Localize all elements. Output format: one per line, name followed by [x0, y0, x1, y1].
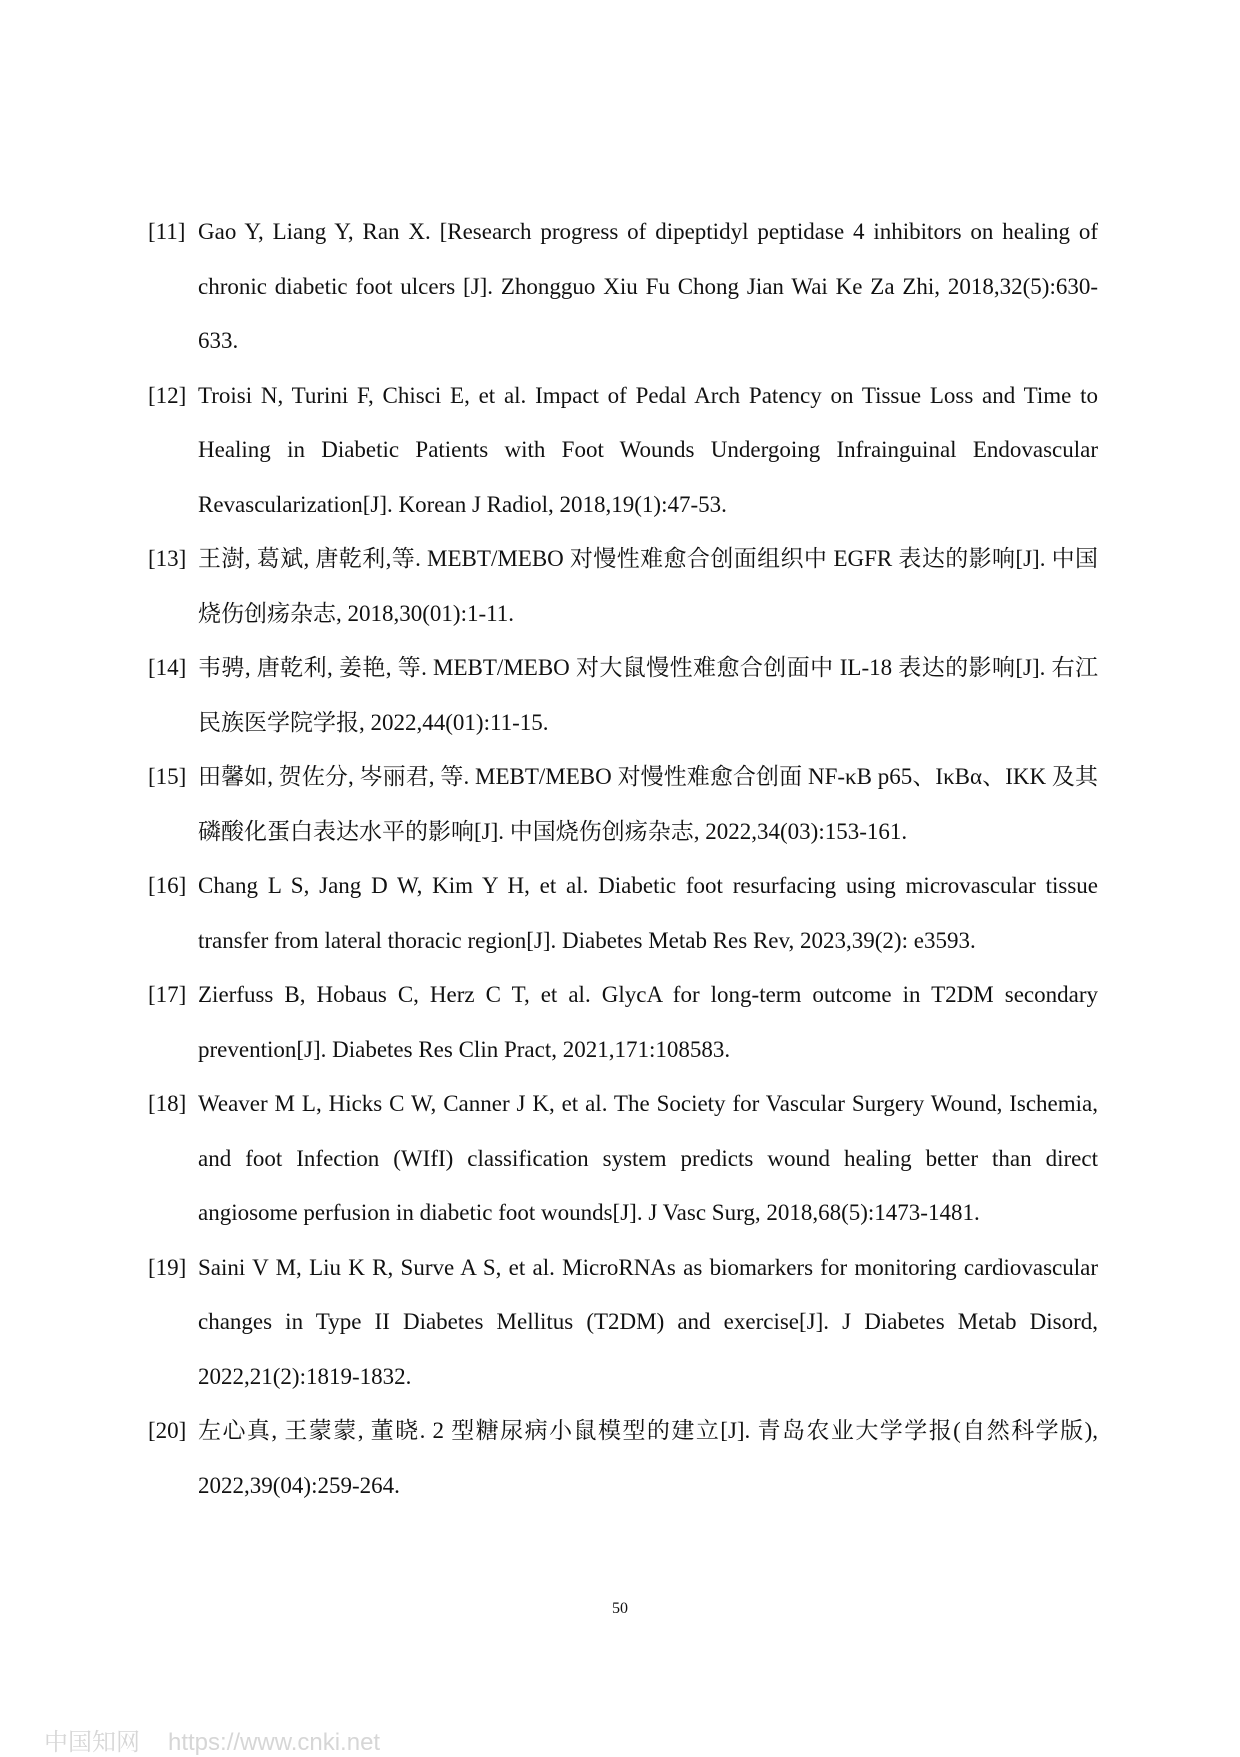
reference-text: 韦骋, 唐乾利, 姜艳, 等. MEBT/MEBO 对大鼠慢性难愈合创面中 IL-18 表达的影响[J]. 右江民族医学院学报, 2022,44(01):11-15. — [198, 655, 1098, 735]
cnki-watermark — [44, 1722, 380, 1757]
reference-item — [148, 968, 1098, 1077]
reference-text: Saini V M, Liu K R, Surve A S, et al. MicroRNAs as biomarkers for monitoring cardiovascular changes in Type II Diabetes Mellitus (T2DM) and exercise[J]. J Diabetes Metab Disord, 2022,21(2):1819-1832. — [198, 1254, 1098, 1389]
reference-text: Troisi N, Turini F, Chisci E, et al. Impact of Pedal Arch Patency on Tissue Loss and Time to Healing in Diabetic Patients with Foot Wounds Undergoing Infrainguinal Endovascular Revascularization[J]. Korean J Radiol, 2018,19(1):47-53. — [198, 382, 1098, 517]
reference-number: [13] — [148, 546, 187, 571]
reference-text: Weaver M L, Hicks C W, Canner J K, et al. The Society for Vascular Surgery Wound, Ischemia, and foot Infection (WIfI) classification system predicts wound healing better than direct angiosome perfusion in diabetic foot wounds[J]. J Vasc Surg, 2018,68(5):1473-1481. — [198, 1091, 1098, 1225]
watermark-url: https://www.cnki.net — [168, 1729, 381, 1756]
reference-item — [148, 1404, 1098, 1513]
reference-item — [148, 859, 1098, 968]
reference-number: [14] — [148, 655, 187, 680]
reference-item — [148, 750, 1098, 859]
reference-text: Chang L S, Jang D W, Kim Y H, et al. Diabetic foot resurfacing using microvascular tissue transfer from lateral thoracic region[J]. Diabetes Metab Res Rev, 2023,39(2): e3593. — [198, 873, 1098, 953]
reference-item — [148, 205, 1098, 369]
reference-text: 王澍, 葛斌, 唐乾利,等. MEBT/MEBO 对慢性难愈合创面组织中 EGFR 表达的影响[J]. 中国烧伤创疡杂志, 2018,30(01):1-11. — [198, 546, 1098, 626]
reference-number: [16] — [148, 873, 187, 898]
reference-text: 田馨如, 贺佐分, 岑丽君, 等. MEBT/MEBO 对慢性难愈合创面 NF-κB p65、IκBα、IKK 及其磷酸化蛋白表达水平的影响[J]. 中国烧伤创疡杂志, 2022,34(03):153-161. — [198, 764, 1098, 844]
reference-item — [148, 641, 1098, 750]
page-number: 50 — [612, 1600, 628, 1617]
reference-number: [15] — [148, 764, 187, 789]
reference-text: Gao Y, Liang Y, Ran X. [Research progress of dipeptidyl peptidase 4 inhibitors on healing of chronic diabetic foot ulcers [J]. Zhongguo Xiu Fu Chong Jian Wai Ke Za Zhi, 2018,32(5):630-633. — [198, 219, 1098, 353]
reference-number: [20] — [148, 1418, 187, 1443]
reference-item — [148, 1077, 1098, 1241]
watermark-brand: 中国知网 — [44, 1729, 140, 1756]
reference-text: 左心真, 王蒙蒙, 董晓. 2 型糖尿病小鼠模型的建立[J]. 青岛农业大学学报(自然科学版), 2022,39(04):259-264. — [198, 1418, 1098, 1498]
reference-number: [12] — [148, 382, 187, 408]
reference-number: [18] — [148, 1091, 187, 1116]
reference-number: [11] — [148, 219, 186, 244]
reference-list — [148, 205, 1098, 1513]
reference-text: Zierfuss B, Hobaus C, Herz C T, et al. GlycA for long-term outcome in T2DM secondary prevention[J]. Diabetes Res Clin Pract, 2021,171:108583. — [198, 982, 1098, 1062]
reference-number: [17] — [148, 982, 187, 1007]
reference-item — [148, 532, 1098, 641]
reference-number: [19] — [148, 1254, 187, 1280]
reference-item — [148, 369, 1098, 533]
reference-item — [148, 1241, 1098, 1405]
